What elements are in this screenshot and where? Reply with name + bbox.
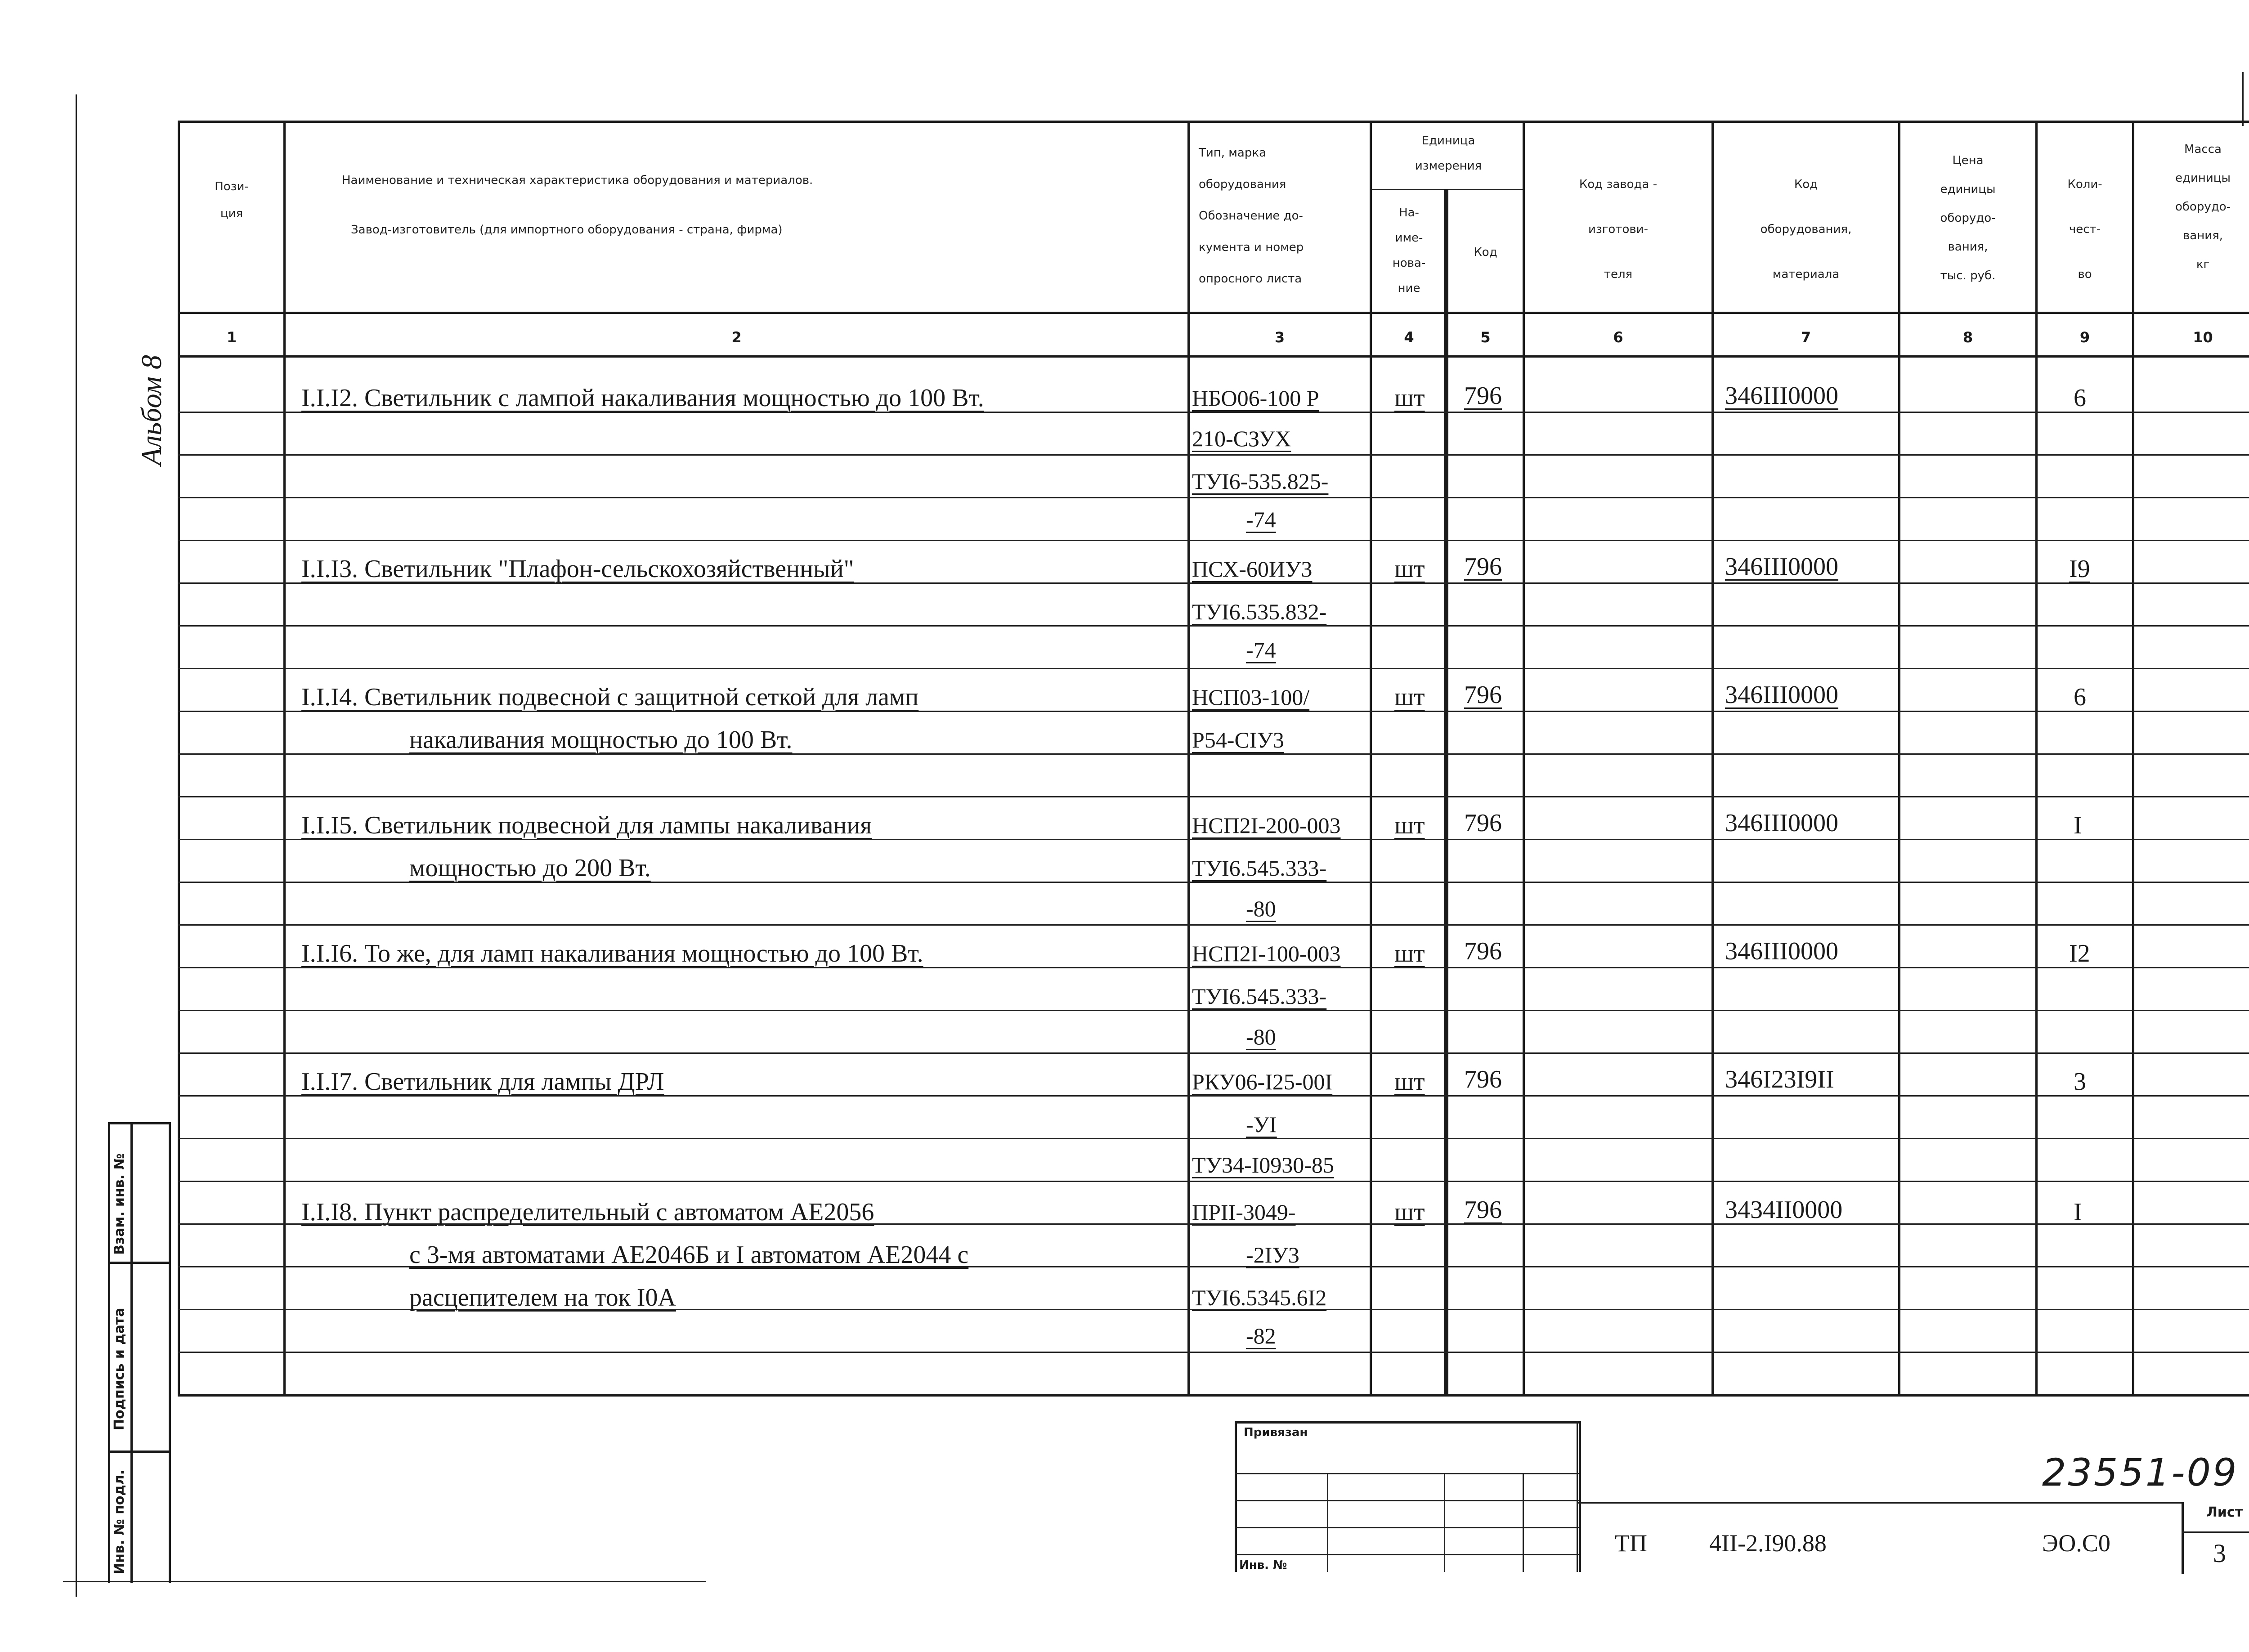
- item-name: I.I.I4. Светильник подвесной с защитной сеткой для ламп: [301, 683, 919, 711]
- side-stamp-top: [108, 1122, 171, 1124]
- col-line-9: [2132, 121, 2134, 1396]
- item-unit-code: 796: [1464, 809, 1502, 837]
- col-line-1: [283, 121, 286, 1396]
- row-line: [178, 540, 2249, 541]
- header-material-code: Код оборудования, материала: [1760, 178, 1852, 281]
- colnum-1: 1: [226, 329, 237, 346]
- binding-col: [1523, 1473, 1524, 1572]
- binding-row: [1235, 1554, 1579, 1555]
- item-material-code: 346III0000: [1725, 937, 1838, 965]
- header-position: Пози- ция: [215, 180, 249, 220]
- side-stamp-right: [169, 1122, 171, 1583]
- item-type: НБО06-100 Р: [1192, 385, 1319, 411]
- item-type: -74: [1246, 507, 1276, 532]
- binding-inv-label: Инв. №: [1239, 1558, 1287, 1572]
- item-type: ТУ34-I0930-85: [1192, 1152, 1334, 1177]
- item-name: накаливания мощностью до 100 Вт.: [409, 726, 793, 754]
- item-name: I.I.I7. Светильник для лампы ДРЛ: [301, 1068, 664, 1096]
- header-unit-code: Код: [1474, 246, 1497, 259]
- item-unit: шт: [1394, 683, 1425, 711]
- footer-series: ТП: [1615, 1530, 1647, 1557]
- units-bold-left: [1444, 189, 1446, 1396]
- item-type: -УI: [1246, 1112, 1277, 1137]
- item-type: Р54-СIУ3: [1192, 727, 1284, 752]
- item-name: I.I.I5. Светильник подвесной для лампы накаливания: [301, 811, 872, 839]
- binding-stamp-title: Привязан: [1244, 1426, 1308, 1439]
- row-line: [178, 1138, 2249, 1139]
- item-unit-code: 796: [1464, 937, 1502, 965]
- item-name: мощностью до 200 Вт.: [409, 854, 651, 882]
- item-material-code: 3434II0000: [1725, 1196, 1843, 1224]
- sheet-label: Лист: [2206, 1504, 2243, 1520]
- item-type: ПРII-3049-: [1192, 1200, 1296, 1225]
- item-unit-code: 796: [1464, 681, 1502, 709]
- item-unit-code: 796: [1464, 553, 1502, 581]
- col-line-5: [1523, 121, 1525, 1396]
- col-line-4: [1446, 189, 1448, 1396]
- item-type: РКУ06-I25-00I: [1192, 1069, 1333, 1094]
- row-line: [178, 1052, 2249, 1054]
- item-unit: шт: [1394, 940, 1425, 967]
- item-unit: шт: [1394, 384, 1425, 412]
- colnum-6: 6: [1613, 329, 1623, 346]
- binding-row: [1235, 1527, 1579, 1528]
- item-name: расцепителем на ток I0А: [409, 1284, 676, 1312]
- side-sign-date: Подпись и дата: [112, 1307, 127, 1430]
- item-qty: 3: [2074, 1068, 2086, 1096]
- col-line-0: [178, 121, 180, 1396]
- corner-box-left: [2242, 72, 2244, 126]
- item-qty: I9: [2069, 555, 2090, 583]
- colnum-4: 4: [1404, 329, 1414, 346]
- col-line-7: [1898, 121, 1900, 1396]
- item-qty: I: [2074, 811, 2082, 839]
- item-material-code: 346I23I9II: [1725, 1066, 1834, 1093]
- item-unit: шт: [1394, 811, 1425, 839]
- item-material-code: 346III0000: [1725, 382, 1838, 410]
- row-line: [178, 668, 2249, 669]
- item-unit: шт: [1394, 1068, 1425, 1096]
- col-line-2: [1187, 121, 1190, 1396]
- item-type: ТУI6-535.825-: [1192, 469, 1329, 494]
- item-type: ТУI6.545.333-: [1192, 855, 1327, 881]
- table-bottom-border: [178, 1394, 2249, 1397]
- item-type: НСП2I-100-003: [1192, 941, 1341, 966]
- row-line: [178, 796, 2249, 797]
- item-type: ПСХ-60ИУ3: [1192, 556, 1313, 582]
- sheet-box-divider: [2182, 1531, 2249, 1533]
- item-material-code: 346III0000: [1725, 681, 1838, 709]
- item-name: I.I.I8. Пункт распределительный с автоматом АЕ2056: [301, 1198, 874, 1226]
- binding-row: [1235, 1500, 1579, 1501]
- header-name-line2: Завод-изготовитель (для импортного оборудования - страна, фирма): [351, 223, 783, 237]
- item-type: -82: [1246, 1323, 1276, 1348]
- side-inv-orig: Инв. № подл.: [112, 1469, 127, 1574]
- colnum-bottom-border: [178, 355, 2249, 358]
- binding-row: [1235, 1473, 1579, 1474]
- item-type: -80: [1246, 896, 1276, 921]
- item-qty: 6: [2074, 384, 2086, 412]
- row-line: [178, 924, 2249, 926]
- sheet-number: 3: [2213, 1539, 2226, 1568]
- item-qty: I: [2074, 1198, 2082, 1226]
- left-margin-line: [76, 94, 77, 1597]
- side-stamp-sep2: [108, 1451, 171, 1453]
- item-type: ТУI6.535.832-: [1192, 599, 1327, 624]
- footer-top-line: [1577, 1502, 2182, 1504]
- side-stamp-left: [108, 1122, 110, 1583]
- item-name: I.I.I6. То же, для ламп накаливания мощностью до 100 Вт.: [301, 940, 923, 967]
- colnum-2: 2: [731, 329, 742, 346]
- item-name: I.I.I3. Светильник "Плафон-сельскохозяйственный": [301, 555, 854, 583]
- item-material-code: 346III0000: [1725, 553, 1838, 581]
- header-unit-name: На- име- нова- ние: [1392, 206, 1426, 295]
- item-unit: шт: [1394, 555, 1425, 583]
- item-unit-code: 796: [1464, 1196, 1502, 1224]
- binding-stamp: [1235, 1421, 1581, 1572]
- bottom-margin-line: [63, 1581, 706, 1582]
- side-replace-inv: Взам. инв. №: [112, 1153, 127, 1255]
- header-units-group: Единица измерения: [1415, 134, 1482, 173]
- item-qty: I2: [2069, 940, 2090, 967]
- side-stamp-mid: [130, 1122, 133, 1583]
- colnum-9: 9: [2079, 329, 2090, 346]
- item-qty: 6: [2074, 683, 2086, 711]
- item-type: ТУI6.545.333-: [1192, 984, 1327, 1009]
- binding-col: [1444, 1473, 1445, 1572]
- footer-section: ЭО.С0: [2042, 1530, 2110, 1557]
- header-bottom-border: [178, 312, 2249, 314]
- item-unit-code: 796: [1464, 1066, 1502, 1093]
- colnum-8: 8: [1962, 329, 1973, 346]
- item-type: -74: [1246, 637, 1276, 663]
- header-name-line1: Наименование и техническая характеристика оборудования и материалов.: [342, 174, 813, 187]
- item-name: I.I.I2. Светильник с лампой накаливания мощностью до 100 Вт.: [301, 384, 984, 412]
- col-line-3: [1370, 121, 1372, 1396]
- row-line: [178, 1352, 2249, 1353]
- item-type: 210-СЗУХ: [1192, 426, 1291, 451]
- header-plant-code: Код завода - изготови- теля: [1579, 178, 1658, 281]
- item-type: -80: [1246, 1024, 1276, 1049]
- album-label: Альбом 8: [135, 355, 167, 466]
- colnum-10: 10: [2193, 329, 2213, 346]
- item-type: НСП2I-200-003: [1192, 813, 1341, 838]
- item-type: НСП03-100/: [1192, 685, 1310, 710]
- footer-project: 4II-2.I90.88: [1709, 1530, 1827, 1557]
- side-stamp-sep1: [108, 1262, 171, 1264]
- header-mass: Масса единицы оборудо- вания, кг: [2175, 143, 2231, 271]
- header-price: Цена единицы оборудо- вания, тыс. руб.: [1940, 154, 1996, 282]
- table-top-border: [178, 121, 2249, 123]
- colnum-5: 5: [1480, 329, 1491, 346]
- item-name: с 3-мя автоматами АЕ2046Б и I автоматом АЕ2044 с: [409, 1241, 969, 1269]
- item-material-code: 346III0000: [1725, 809, 1838, 837]
- item-unit: шт: [1394, 1198, 1425, 1226]
- colnum-7: 7: [1801, 329, 1811, 346]
- units-group-divider: [1372, 189, 1525, 190]
- item-type: ТУI6.5345.6I2: [1192, 1285, 1327, 1310]
- doc-number: 23551-09: [2042, 1451, 2239, 1495]
- binding-col: [1327, 1473, 1328, 1572]
- binding-col: [1577, 1421, 1578, 1572]
- header-type: Тип, марка оборудования Обозначение до- кумента и номер опросного листа: [1199, 146, 1304, 286]
- colnum-3: 3: [1274, 329, 1285, 346]
- item-unit-code: 796: [1464, 382, 1502, 410]
- col-line-6: [1711, 121, 1714, 1396]
- item-type: -2IУ3: [1246, 1242, 1299, 1267]
- col-line-8: [2035, 121, 2038, 1396]
- header-qty: Коли- чест- во: [2067, 178, 2102, 281]
